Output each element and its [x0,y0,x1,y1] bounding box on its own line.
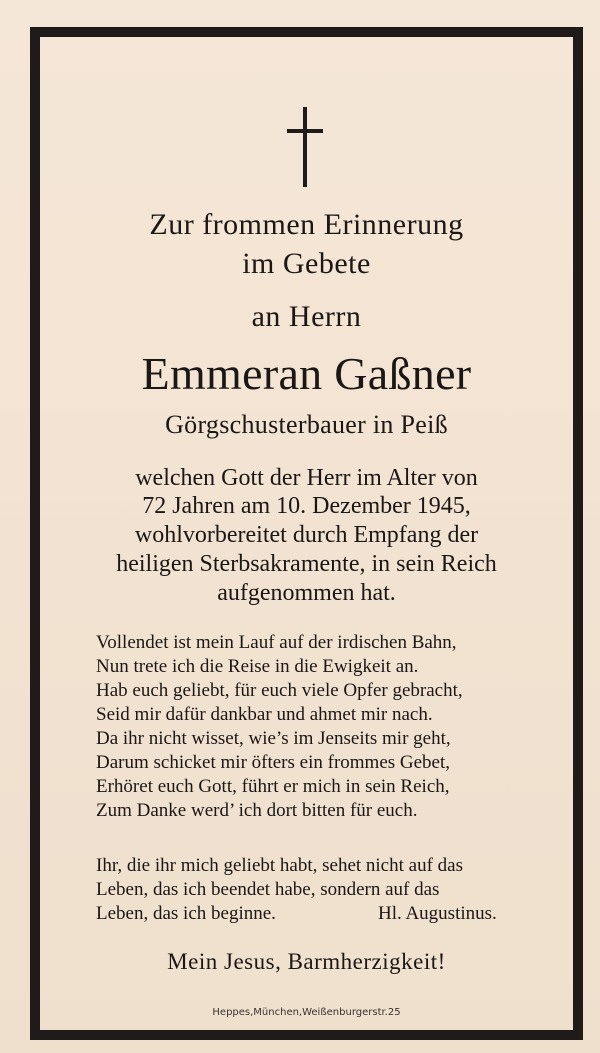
announcement-line: aufgenommen hat. [217,580,396,606]
verse-line: Da ihr nicht wisset, wie’s im Jenseits mir geht, [96,728,451,749]
verse-line: Hab euch geliebt, für euch viele Opfer gebracht, [96,680,463,701]
quote-text: Leben, das ich beginne. [96,903,276,924]
title-line-1: Zur frommen Erinnerung [149,208,464,241]
deceased-name: Emmeran Gaßner [141,348,472,399]
announcement-line: welchen Gott der Herr im Alter von [135,465,478,491]
verse-line: Zum Danke werd’ ich dort bitten für euch. [96,800,418,821]
verse-line: Darum schicket mir öfters ein frommes Gebet, [96,752,451,773]
title-line-3: an Herrn [251,300,362,333]
latin-cross-icon [287,107,323,187]
verse-line: Nun trete ich die Reise in die Ewigkeit an. [96,656,419,677]
quote-line: Ihr, die ihr mich geliebt habt, sehet nicht auf das [96,855,463,876]
quote-author: Hl. Augustinus. [378,903,497,924]
quote-line: Leben, das ich beendet habe, sondern auf das [96,879,440,900]
deceased-occupation: Görgschusterbauer in Peiß [165,410,448,439]
quote-line-last [96,903,516,925]
verse-line: Erhöret euch Gott, führt er mich in sein Reich, [96,776,450,797]
black-mourning-border [30,27,583,1040]
printer-imprint: Heppes,München,Weißenburgerstr.25 [212,1007,401,1018]
verse-line: Vollendet ist mein Lauf auf der irdischen Bahn, [96,632,457,653]
closing-prayer: Mein Jesus, Barmherzigkeit! [167,949,446,974]
verse-line: Seid mir dafür dankbar und ahmet mir nach. [96,704,433,725]
card-content [40,37,573,1030]
announcement-line: heiligen Sterbsakramente, in sein Reich [116,551,497,577]
title-line-2: im Gebete [242,247,371,280]
announcement-line: 72 Jahren am 10. Dezember 1945, [142,493,471,519]
announcement-line: wohlvorbereitet durch Empfang der [134,522,479,548]
